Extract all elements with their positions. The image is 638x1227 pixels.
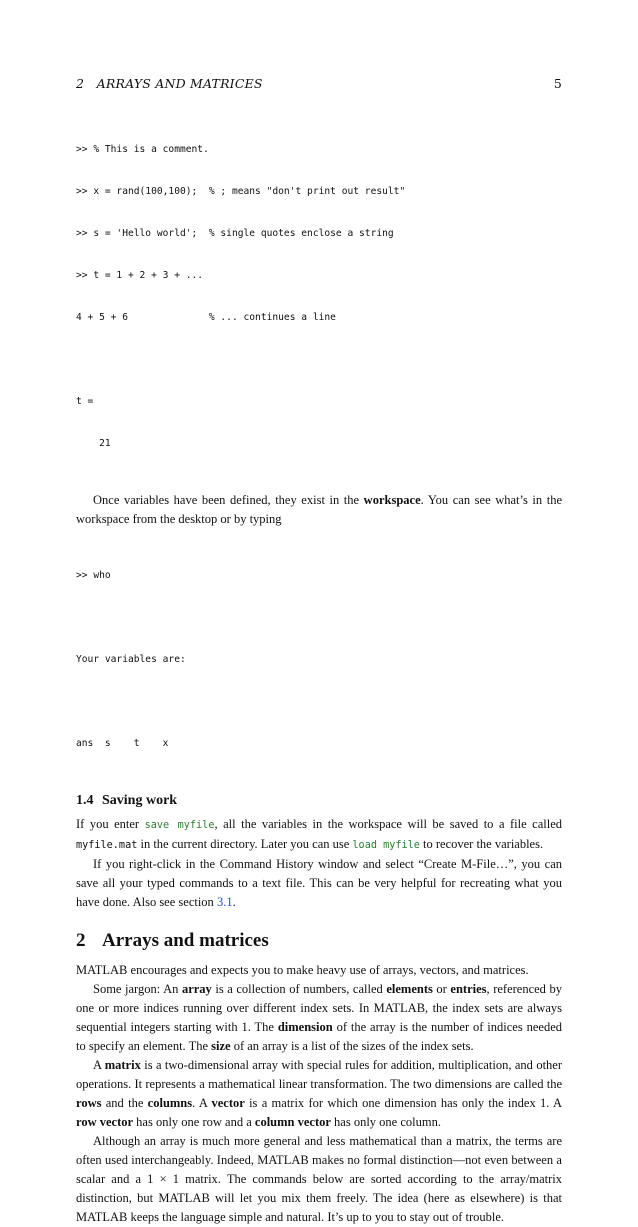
paragraph-matrix: A matrix is a two-dimensional array with special rules for addition, multiplication, and other operations. It represents a mathematical linear transformation. The two dimensions are called the rows and the columns. A vector is a matrix for which one dimension has only the index 1. A row vector has only one row and a column vector has only one column. bbox=[76, 1058, 562, 1129]
code-line: >> x = rand(100,100); % ; means "don't print out result" bbox=[76, 186, 406, 197]
section-number: 2 bbox=[76, 930, 86, 951]
term-workspace: workspace bbox=[363, 493, 421, 507]
code-line: >> s = 'Hello world'; % single quotes enclose a string bbox=[76, 228, 394, 239]
code-block-commands bbox=[76, 115, 562, 479]
code-line: 21 bbox=[76, 438, 111, 449]
paragraph-workspace: Once variables have been defined, they exist in the workspace. You can see what’s in the workspace from the desktop or by typing bbox=[76, 493, 562, 526]
inline-code-filename: myfile.mat bbox=[76, 840, 138, 851]
code-line: >> t = 1 + 2 + 3 + ... bbox=[76, 270, 204, 281]
section-title: Arrays and matrices bbox=[102, 930, 269, 951]
running-header bbox=[76, 76, 562, 91]
code-line: >> who bbox=[76, 570, 111, 581]
running-header-title: 2 ARRAYS AND MATRICES bbox=[76, 76, 263, 91]
code-line: 4 + 5 + 6 % ... continues a line bbox=[76, 312, 336, 323]
page-number: 5 bbox=[553, 76, 562, 91]
code-line bbox=[76, 611, 562, 625]
code-line: Your variables are: bbox=[76, 654, 186, 665]
code-block-who bbox=[76, 541, 562, 779]
paragraph-save: If you enter save myfile, all the variables in the workspace will be saved to a file called myfile.mat in the current directory. Later you can use load myfile to recover the variables. bbox=[76, 817, 563, 851]
paragraph-interchangeable: Although an array is much more general and less mathematical than a matrix, the terms are often used interchangeably. Indeed, MATLAB makes no formal distinction—not even between a scalar and a 1 × 1 matrix. The commands below are sorted according to the array/matrix distinction, but MATLAB will let you mix them freely. The idea (here as elsewhere) is that MATLAB keeps the language simple and natural. It’s up to you to stay out of trouble. bbox=[76, 1134, 562, 1224]
paragraph-history: If you right-click in the Command History window and select “Create M-File…”, you can save all your typed commands to a text file. This can be very helpful for recreating what you have done. Also see section 3.1. bbox=[76, 857, 562, 909]
code-line: t = bbox=[76, 396, 94, 407]
inline-code-load: load myfile bbox=[352, 840, 420, 851]
inline-code-save: save myfile bbox=[144, 820, 215, 831]
code-line: ans s t x bbox=[76, 738, 169, 749]
subsection-title: Saving work bbox=[102, 793, 178, 808]
paragraph-intro: MATLAB encourages and expects you to make heavy use of arrays, vectors, and matrices. bbox=[76, 963, 529, 977]
code-line bbox=[76, 353, 562, 367]
section-heading bbox=[76, 930, 562, 952]
section-link[interactable]: 3.1 bbox=[216, 895, 233, 909]
subsection-heading bbox=[76, 793, 562, 809]
code-line bbox=[76, 695, 562, 709]
paragraph-jargon: Some jargon: An array is a collection of numbers, called elements or entries, referenced by one or more indices running over different index sets. In MATLAB, the index sets are always sequential integers starting with 1. The dimension of the array is the number of indices needed to specify an element. The size of an array is a list of the sizes of the index sets. bbox=[76, 982, 562, 1053]
code-line: >> % This is a comment. bbox=[76, 144, 209, 155]
subsection-number: 1.4 bbox=[76, 793, 94, 808]
